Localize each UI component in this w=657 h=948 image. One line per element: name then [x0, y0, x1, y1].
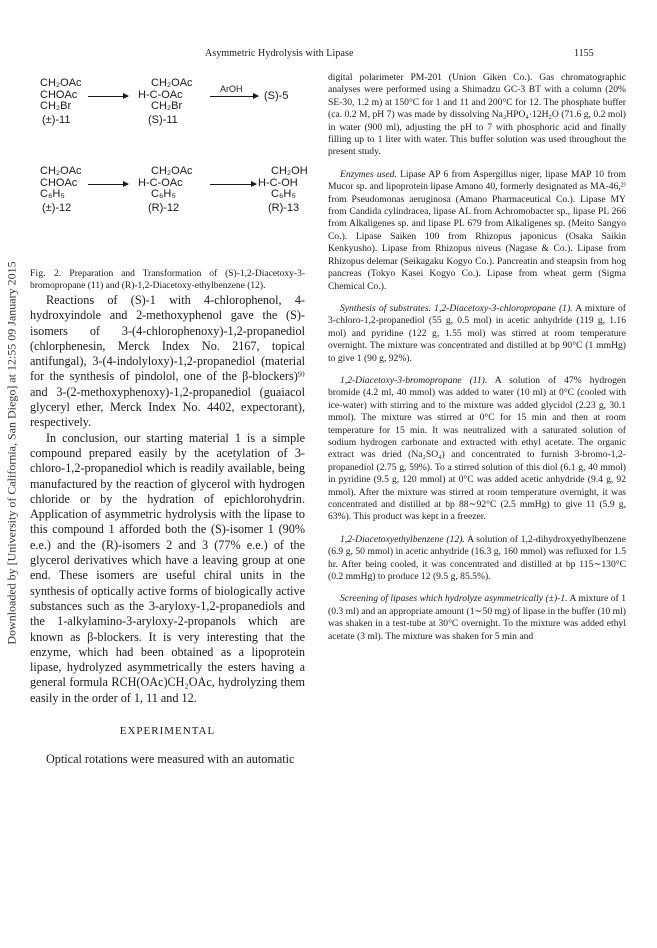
paragraph-heading: Screening of lipases which hydrolyze asymmetrically (±)-1.	[340, 593, 568, 605]
body-paragraph: Enzymes used. Lipase AP 6 from Aspergillus niger, lipase MAP 10 from Mucor sp. and lipoprotein lipase Amano 40, formerly designated as MA-46,²⁾ from Pseudomonas aeruginosa (Amano Pharmaceutical Co.). Lipase MY from Candida cylindracea, lipase AL from Achromobacter sp., lipase PL 266 from Alkaligenes sp. and lipase PL 679 from Alkaligenes sp. (Meito Sangyo Co.). Lipase Saiken 100 from Rhizopus japonicus (Osaka Saikin Kenkyusho). Lipase from Rhizopus niveus (Nagase & Co.). Lipase from Rhizopus delemar (Seikagaku Kogyo Co.). Pancreatin and steapsin from hog pancreas (Tokyo Kasei Kogyo Co.). Lipase from wheat germ (Sigma Chemical Co.).	[328, 168, 626, 292]
body-paragraph: digital polarimeter PM-201 (Union Giken Co.). Gas chromatographic analyses were performed using a Shimadzu GC-3 BT with a column (20% SE-30, 1.2 m) at 150°C for 1 and 11 and 200°C for 12. The phosphate buffer (ca. 0.2 M, pH 7) was made by dissolving Na₂HPO₄·12H₂O (71.6 g, 0.2 mol) in water (900 ml), adjusting the pH to 7 with phosphoric acid and finally filling up to 1 liter with water. This buffer solution was used throughout the present study.	[328, 72, 626, 158]
body-paragraph: Reactions of (S)-1 with 4-chlorophenol, 4-hydroxyindole and 2-methoxyphenol gave the (S)-isomers of 3-(4-chlorophenoxy)-1,2-propanediol (chlorphenesin, Merck Index No. 2167, topical antifungal), 3-(4-indolyloxy)-1,2-propanediol (material for the synthesis of pindolol, one of the β-blockers)⁹⁾ and 3-(2-methoxyphenoxy)-1,2-propanediol (guaiacol glyceryl ether, Merck Index No. 4402, expectorant), respectively.	[30, 293, 305, 430]
body-paragraph: Synthesis of substrates. 1,2-Diacetoxy-3-chloropropane (1). A mixture of 3-chloro-1,2-propanediol (55 g, 0.5 mol) in acetic anhydride (119 g, 1.16 mol) and pyridine (122 g, 1.55 mol) was stirred at room temperature overnight. The mixture was concentrated and distilled at bp 90°C (1 mmHg) to give 1 (90 g, 92%).	[328, 302, 626, 364]
structure-rac-12: CH₂OAc CHOAc C₆H₅	[40, 165, 82, 200]
reaction-arrow	[88, 184, 128, 185]
figure-caption	[30, 268, 305, 292]
paragraph-heading: 1,2-Diacetoxy-3-bromopropane (11).	[340, 374, 488, 386]
reagent-label: ArOH	[220, 84, 243, 94]
reaction-arrow	[88, 96, 128, 97]
download-notice: Downloaded by [University of California, San Diego] at 12:55 09 January 2015	[4, 261, 19, 645]
body-paragraph: Screening of lipases which hydrolyze asymmetrically (±)-1. A mixture of 1 (0.3 ml) and an appropriate amount (1∼50 mg) of lipase in the buffer (10 ml) was shaken in a test-tube at 30°C overnight. To the mixture was added ethyl acetate (3 ml). The mixture was shaken for 5 min and	[328, 593, 626, 642]
paragraph-heading: Enzymes used.	[340, 168, 397, 180]
running-title: Asymmetric Hydrolysis with Lipase	[205, 48, 354, 59]
compound-label: (±)-11	[42, 114, 71, 126]
compound-label: (S)-11	[148, 114, 178, 126]
running-header	[0, 48, 657, 64]
page-number: 1155	[574, 48, 594, 59]
left-column	[30, 293, 305, 767]
compound-label: (S)-5	[264, 90, 289, 102]
section-heading: EXPERIMENTAL	[119, 725, 216, 738]
figure-caption-text: Preparation and Transformation of (S)-1,2-Diacetoxy-3-bromopropane (11) and (R)-1,2-Diacetoxy-ethylbenzene (12).	[30, 269, 306, 292]
paragraph-heading: Synthesis of substrates. 1,2-Diacetoxy-3-chloropropane (1).	[340, 302, 573, 314]
body-paragraph: 1,2-Diacetoxy-3-bromopropane (11). A solution of 47% hydrogen bromide (4.2 ml, 40 mmol) was added to water (10 ml) at 0°C (cooled with ice-water) with stirring and to the mixture was added glycidol (2.23 g, 30.1 mmol). The mixture was stirred at 0°C for 15 min and then at room temperature for 15 min. It was neutralized with a saturated solution of sodium hydrogen carbonate and extracted with ethyl acetate. The organic extract was dried (Na₂SO₄) and concentrated to furnish 3-bromo-1,2-propanediol (2.75 g, 59%). To a stirred solution of this diol (6.1 g, 40 mmol) in pyridine (9.5 g, 120 mmol) at 0°C was added acetic anhydride (9.4 g, 92 mmol). After the mixture was stirred at room temperature overnight, it was concentrated and distilled at bp 88∼92°C (2.5 mmHg) to give 11 (5.9 g, 63%). This product was kept in a freezer.	[328, 374, 626, 523]
compound-label: (R)-12	[148, 202, 180, 214]
paragraph-heading: 1,2-Diacetoxyethylbenzene (12).	[340, 533, 465, 545]
structure-r-13: CH₂OH H-C-OH C₆H₅	[258, 165, 308, 200]
body-paragraph: In conclusion, our starting material 1 is a simple compound prepared easily by the acetylation of 3-chloro-1,2-propanediol which is readily available, being manufactured by the reaction of glycerol with hydrogen chloride or by the hydration of epichlorohydrin. Application of asymmetric hydrolysis with the lipase to this compound 1 afforded both the (S)-isomer 1 (90% e.e.) and the (R)-isomers 2 and 3 (77% e.e.) of the glycerol derivatives which have a leaving group at one end. These isomers are useful chiral units in the synthesis of optically active forms of biologically active substances such as the 3-aryloxy-1,2-propanediols and the 1-alkylamino-3-aryloxy-2-propanols which are known as β-blockers. It is very interesting that the enzyme, which had been obtained as a lipoprotein lipase, hydrolyzed asymmetrically the esters having a general formula RCH(OAc)CH₂OAc, hydrolyzing them easily in the order of 1, 11 and 12.	[30, 430, 305, 705]
structure-r-12: CH₂OAc H-C-OAc C₆H₅	[138, 165, 193, 200]
compound-label: (R)-13	[268, 202, 300, 214]
reaction-scheme	[30, 72, 310, 256]
structure-s-11: CH₂OAc H-C-OAc CH₂Br	[138, 77, 193, 112]
figure-label: Fig. 2.	[30, 269, 62, 279]
reaction-arrow	[210, 96, 258, 97]
structure-rac-11: CH₂OAc CHOAc CH₂Br	[40, 77, 82, 112]
reaction-arrow	[210, 184, 256, 185]
body-paragraph: 1,2-Diacetoxyethylbenzene (12). A solution of 1,2-dihydroxyethylbenzene (6.9 g, 50 mmol) in acetic anhydride (16.3 g, 160 mmol) was refluxed for 1.5 hr. After being cooled, it was concentrated and distilled at bp 115∼130°C (0.2 mmHg) to produce 12 (9.5 g, 85.5%).	[328, 533, 626, 583]
right-column	[328, 72, 626, 643]
compound-label: (±)-12	[42, 202, 72, 214]
download-notice-sidebar	[4, 261, 20, 645]
body-paragraph: Optical rotations were measured with an automatic	[46, 752, 295, 767]
